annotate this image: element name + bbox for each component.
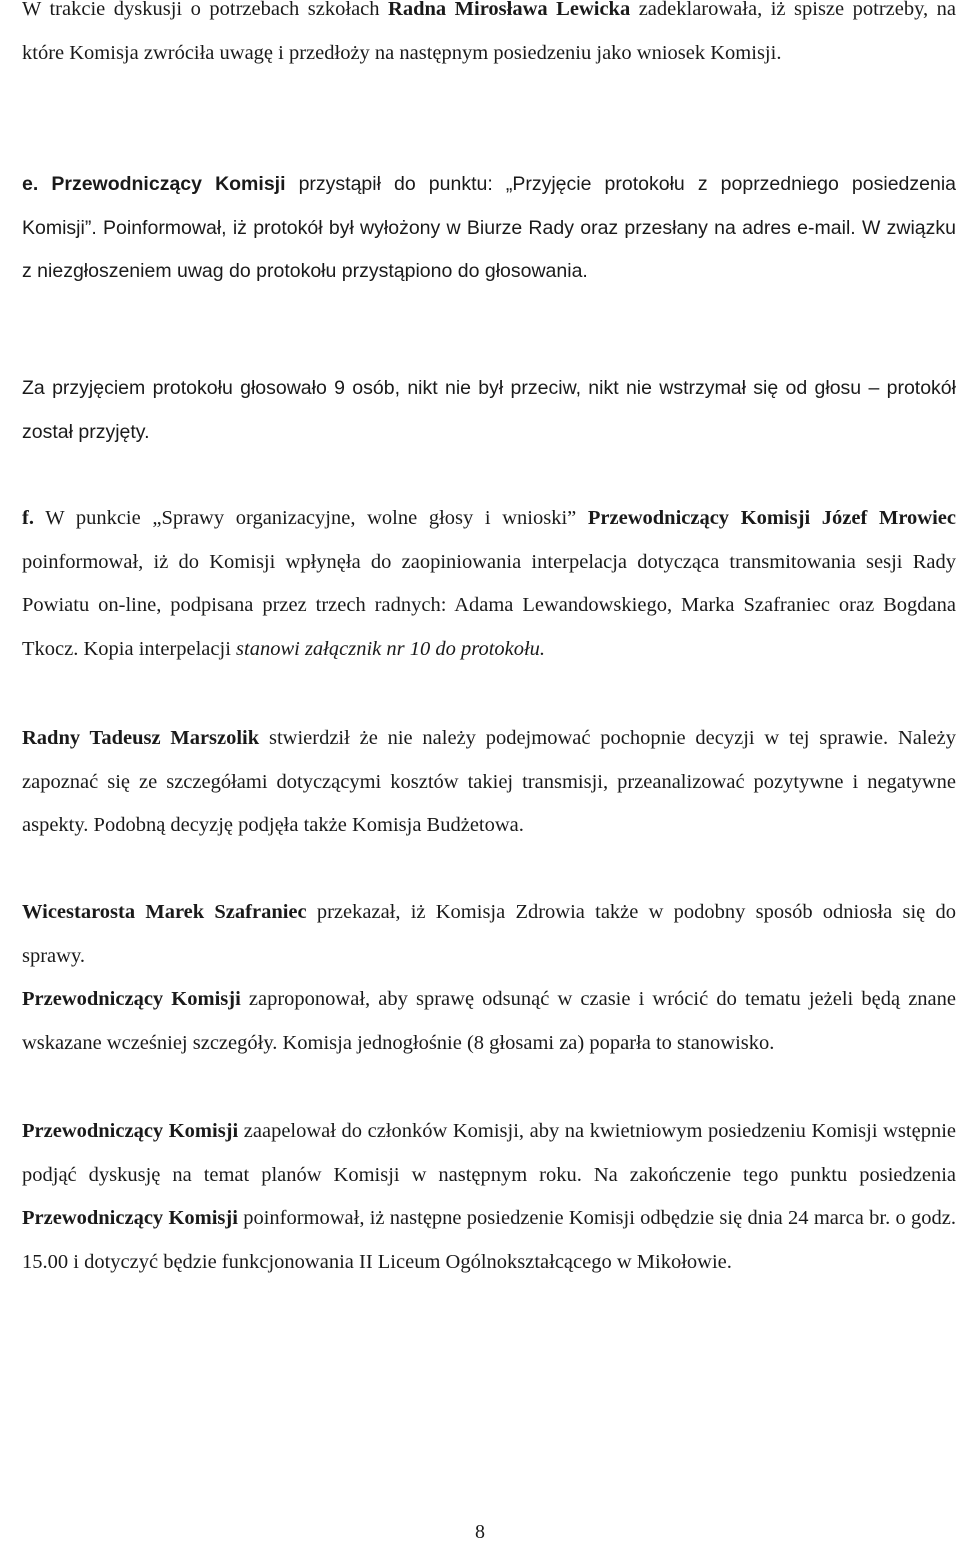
text-run: poinformował, iż następne posiedzenie Komisji odbędzie się dnia 24 marca br. o godz. 15.00 i dotyczyć będzie funkcjonowania II Liceum Ogólnokształcącego w Mikołowie. — [22, 1207, 956, 1273]
page-number: 8 — [475, 1521, 485, 1543]
paragraph-item-e — [22, 163, 956, 294]
text-run: przekazał, iż Komisja Zdrowia także w podobny sposób odniosła się do sprawy. — [22, 901, 956, 967]
text-run: Za przyjęciem protokołu głosowało 9 osób, nikt nie był przeciw, nikt nie wstrzymał się od głosu – protokół został przyjęty. — [22, 377, 956, 443]
bold-text-run: Przewodniczący Komisji — [22, 1120, 239, 1142]
bold-text-run: e. Przewodniczący Komisji — [22, 173, 286, 195]
text-run: zaapelował do członków Komisji, aby na kwietniowym posiedzeniu Komisji wstępnie podjąć dyskusję na temat planów Komisji w następnym roku. Na zakończenie tego punktu posiedzenia — [22, 1120, 956, 1186]
text-run: zadeklarowała, iż spisze potrzeby, na które Komisja zwróciła uwagę i przedłoży na następnym posiedzeniu jako wniosek Komisji. — [22, 0, 956, 64]
bold-text-run: Przewodniczący Komisji — [22, 988, 241, 1010]
paragraph-chair-proposal — [22, 978, 956, 1065]
text-run: W trakcie dyskusji o potrzebach szkołach — [22, 0, 389, 20]
text-run: stwierdził że nie należy podejmować pochopnie decyzji w tej sprawie. Należy zapoznać się ze szczegółami dotyczącymi kosztów takiej transmisji, przeanalizować pozytywne i negatywne aspekty. Podobną decyzję podjęła także Komisja Budżetowa. — [22, 727, 956, 836]
paragraph-vice-starost — [22, 891, 956, 978]
paragraph-marszolik — [22, 717, 956, 848]
bold-text-run: f. — [22, 507, 34, 529]
paragraph-schools-needs — [22, 0, 956, 75]
bold-text-run: Przewodniczący Komisji — [22, 1207, 238, 1229]
text-run: W punkcie „Sprawy organizacyjne, wolne głosy i wnioski” — [33, 507, 588, 529]
text-run: poinformował, iż do Komisji wpłynęła do zaopiniowania interpelacja dotycząca transmitowania sesji Rady Powiatu on-line, podpisana przez trzech radnych: Adama Lewandowskiego, Marka Szafraniec oraz Bogdana Tkocz. Kopia interpelacji — [22, 550, 956, 660]
text-run: zaproponował, aby sprawę odsunąć w czasie i wrócić do tematu jeżeli będą znane wskazane wcześniej szczegóły. Komisja jednogłośnie (8 głosami za) poparła to stanowisko. — [22, 988, 956, 1054]
paragraph-protocol-vote — [22, 367, 956, 454]
text-run: przystąpił do punktu: „Przyjęcie protokołu z poprzedniego posiedzenia Komisji”. Poinformował, iż protokół był wyłożony w Biurze Rady oraz przesłany na adres e-mail. W związku z niezgłoszeniem uwag do protokołu przystąpiono do głosowania. — [22, 173, 956, 282]
bold-text-run: Radny Tadeusz Marszolik — [22, 727, 260, 749]
bold-text-run: Wicestarosta Marek Szafraniec — [22, 901, 307, 923]
bold-text-run: Przewodniczący Komisji Józef Mrowiec — [587, 507, 956, 529]
italic-text-run: stanowi załącznik nr 10 do protokołu. — [236, 637, 546, 660]
paragraph-item-f — [22, 497, 956, 671]
bold-text-run: Radna Mirosława Lewicka — [388, 0, 631, 20]
paragraph-chair-appeal — [22, 1110, 956, 1284]
